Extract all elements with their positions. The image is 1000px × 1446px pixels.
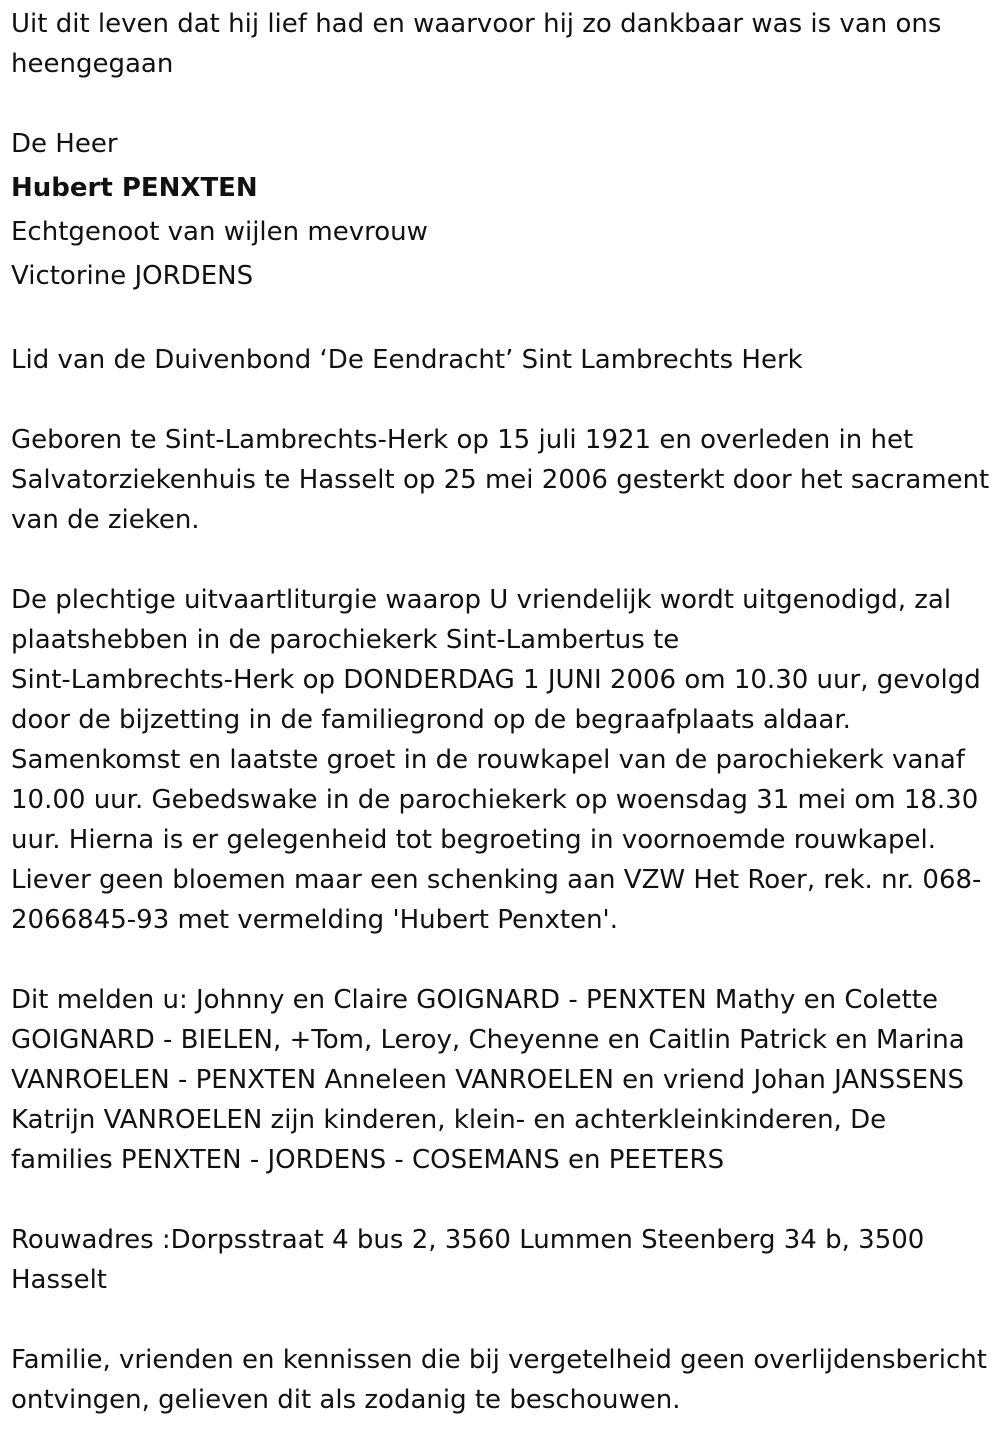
spacer xyxy=(11,84,992,124)
spacer xyxy=(11,380,992,420)
announcers-text: Dit melden u: Johnny en Claire GOIGNARD - PENXTEN Mathy en Colette GOIGNARD - BIELEN, +Tom, Leroy, Cheyenne en Caitlin Patrick en Marina VANROELEN - PENXTEN Anneleen VANROELEN en vriend Johan JANSSENS Katrijn VANROELEN zijn kinderen, klein- en achterkleinkinderen, De families PENXTEN - JORDENS - COSEMANS en PEETERS xyxy=(11,985,965,1175)
deceased-name: Hubert PENXTEN xyxy=(11,173,258,203)
intro-text: Uit dit leven dat hij lief had en waarvoor hij zo dankbaar was is van ons heengegaan xyxy=(11,9,942,79)
address-text: Rouwadres :Dorpsstraat 4 bus 2, 3560 Lummen Steenberg 34 b, 3500 Hasselt xyxy=(11,1225,925,1295)
spacer xyxy=(11,540,992,580)
funeral-line-1: De plechtige uitvaartliturgie waarop U vriendelijk wordt uitgenodigd, zal xyxy=(11,585,952,615)
closing-text: Familie, vrienden en kennissen die bij vergetelheid geen overlijdensbericht ontvingen, gelieven dit als zodanig te beschouwen. xyxy=(11,1345,987,1415)
funeral-paragraph xyxy=(11,580,992,940)
spacer xyxy=(11,1180,992,1220)
funeral-line-2: plaatshebben in de parochiekerk Sint-Lambertus te xyxy=(11,625,680,655)
title-text: De Heer xyxy=(11,129,118,159)
funeral-details: Sint-Lambrechts-Herk op DONDERDAG 1 JUNI 2006 om 10.30 uur, gevolgd door de bijzetting in de familiegrond op de begraafplaats aldaar. Samenkomst en laatste groet in de rouwkapel van de parochiekerk vanaf 10.00 uur. Gebedswake in de parochiekerk op woensdag 31 mei om 18.30 uur. Hierna is er gelegenheid tot begroeting in voornoemde rouwkapel. Liever geen bloemen maar een schenking aan VZW Het Roer, rek. nr. 068-2066845-93 met vermelding 'Hubert Penxten'. xyxy=(11,665,982,935)
birth-death-text: Geboren te Sint-Lambrechts-Herk op 15 juli 1921 en overleden in het Salvatorziekenhuis te Hasselt op 25 mei 2006 gesterkt door het sacrament van de zieken. xyxy=(11,425,990,535)
spacer xyxy=(11,300,992,340)
membership-text: Lid van de Duivenbond ‘De Eendracht’ Sint Lambrechts Herk xyxy=(11,345,803,375)
spacer xyxy=(11,1300,992,1340)
spacer xyxy=(11,940,992,980)
spouse-prefix: Echtgenoot van wijlen mevrouw xyxy=(11,217,428,247)
spouse-name: Victorine JORDENS xyxy=(11,261,254,291)
